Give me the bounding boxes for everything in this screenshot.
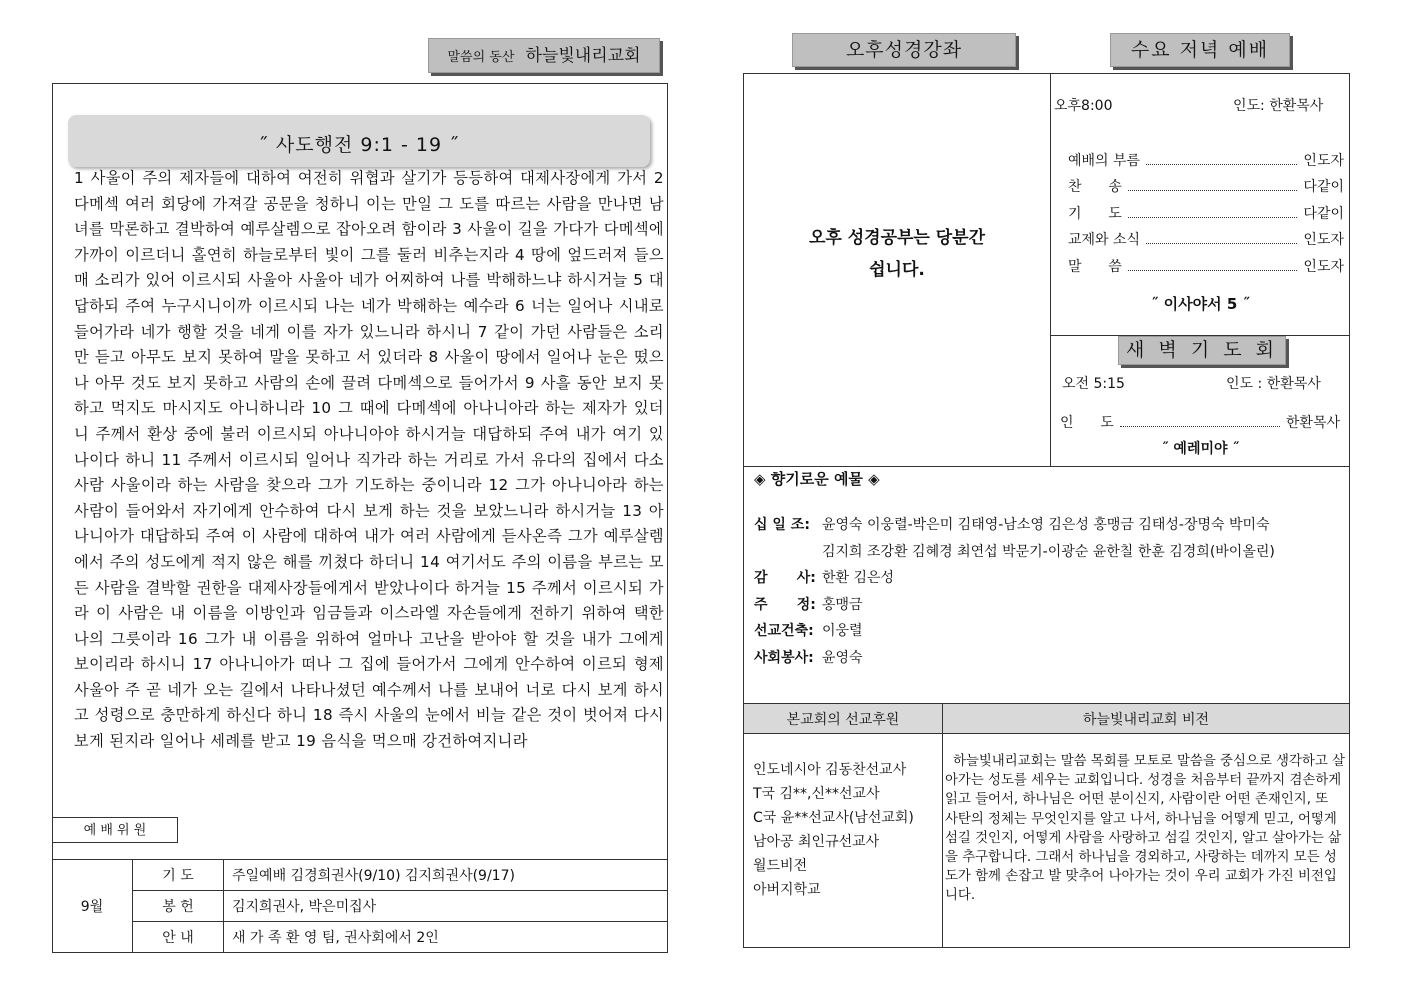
offering-label: 십 일 조:: [754, 517, 810, 533]
leader-dots: [1120, 426, 1280, 427]
order-who: 인도자: [1303, 152, 1344, 169]
order-who: 다같이: [1303, 179, 1344, 195]
dawn-text: ˝ 예레미야 ˝: [1161, 441, 1240, 457]
offering-row: [754, 618, 1344, 645]
order-item: 인 도: [1060, 415, 1114, 431]
order-item: 찬 송: [1068, 179, 1122, 195]
order-item: 기 도: [1068, 205, 1122, 222]
divider: [743, 466, 1350, 467]
order-item: 말 씀: [1068, 258, 1122, 275]
offering-label: 사회봉사:: [754, 649, 814, 666]
afternoon-notice: [744, 222, 1050, 286]
offering-names: 홍맹금: [822, 596, 863, 613]
divider: [1050, 73, 1051, 466]
leader-dots: [1146, 243, 1297, 244]
afternoon-title: [792, 33, 1016, 67]
wednesday-leader: 인도: 한환목사: [1233, 98, 1324, 114]
duty-role: 기 도: [133, 860, 224, 891]
offering-row: [754, 592, 1344, 619]
passage-text: 1 사울이 주의 제자들에 대하여 여전히 위협과 살기가 등등하여 대제사장에게 가서 2 다메섹 여러 회당에 가져갈 공문을 청하니 이는 만일 그 도를 따르는 사람을 만나면 남녀를 막론하고 결박하여 예루살렘으로 잡아오려 함이라 3 사울이 길을 가다가 다메섹에 가까이 이르더니 홀연히 하늘로부터 빛이 그를 둘러 비추는지라 4 땅에 엎드러져 들으매 소리가 있어 이르시되 사울아 사울아 네가 어찌하여 나를 박해하느냐 하시거늘 5 대답하되 주여 누구시니이까 이르시되 나는 네가 박해하는 예수라 6 너는 일어나 시내로 들어가라 네가 행할 것을 네게 이를 자가 있느니라 하시니 7 같이 가던 사람들은 소리만 듣고 아무도 보지 못하여 말을 못하고 서 있더라 8 사울이 땅에서 일어나 눈은 떴으나 아무 것도 보지 못하고 사람의 손에 끌려 다메섹으로 들어가서 9 사흘 동안 보지 못하고 먹지도 마시지도 아니하니라 10 그 때에 다메섹에 아나니아라 하는 제자가 있더니 주께서 환상 중에 불러 이르시되 아나니아야 하시거늘 대답하되 주여 내가 여기 있나이다 하니 11 주께서 이르시되 일어나 직가라 하는 거리로 가서 유다의 집에서 다소 사람 사울이라 하는 사람을 찾으라 그가 기도하는 중이니라 12 그가 아나니아라 하는 사람이 들어와서 자기에게 안수하여 다시 보게 하는 것을 보았느니라 하시거늘 13 아나니아가 대답하되 주여 이 사람에 대하여 내가 여러 사람에게 듣사온즉 그가 예루살렘에서 주의 성도에게 적지 않은 해를 끼쳤다 하더니 14 여기서도 주의 이름을 부르는 모든 사람을 결박할 권한을 대제사장들에게서 받았나이다 하거늘 15 주께서 이르시되 가라 이 사람은 내 이름을 이방인과 임금들과 이스라엘 자손들에게 전하기 위하여 택한 나의 그릇이라 16 그가 내 이름을 위하여 얼마나 고난을 받아야 할 것을 내가 그에게 보이리라 하시니 17 아나니아가 떠나 그 집에 들어가서 그에게 안수하여 이르되 형제 사울아 주 곧 네가 오는 길에서 나타나셨던 예수께서 나를 보내어 너로 다시 보게 하시고 성령으로 충만하게 하신다 하니 18 즉시 사울의 눈에서 비늘 같은 것이 벗어져 다시 보게 된지라 일어나 세례를 받고 19 음식을 먹으매 강건하여지니라: [74, 169, 664, 751]
order-row: [1068, 143, 1344, 170]
duty-people: 새 가 족 환 영 팀, 권사회에서 2인: [224, 922, 669, 953]
offering-label: 선교건축:: [754, 623, 814, 639]
offering-row: [754, 512, 1344, 539]
order-who: 인도자: [1303, 232, 1344, 248]
vision-text: 하늘빛내리교회는 말씀 목회를 모토로 말씀을 중심으로 생각하고 살아가는 성도를 세우는 교회입니다. 성경을 처음부터 끝까지 겸손하게 읽고 들어서, 하나님은 어떤 분이신지, 사람이란 어떤 존재인지, 또 사탄의 정체는 무엇인지를 알고 나서, 하나님을 어떻게 믿고, 어떻게 섬길 것인지, 어떻게 사람을 사랑하고 섬길 것인지, 알고 살아가는 삶을 추구합니다. 그래서 하나님을 경외하고, 사랑하는 데까지 모든 성도가 함께 손잡고 발 맞추어 나아가는 것이 우리 교회가 가진 비전입니다.: [945, 754, 1345, 904]
order-row: [1068, 170, 1344, 197]
order-who: 한환목사: [1285, 415, 1340, 431]
worship-duty-label: 예 배 위 원: [52, 817, 178, 843]
leader-dots: [1128, 270, 1298, 271]
offering-label: 감 사:: [754, 570, 816, 586]
offering-names: 이웅렬: [822, 623, 863, 639]
leader-dots: [1146, 164, 1297, 165]
mission-item: 남아공 최인규선교사: [753, 834, 880, 850]
order-who: 다같이: [1303, 205, 1344, 222]
offering-names: 윤영숙 이웅렬-박은미 김태영-남소영 김은성 홍맹금 김태성-장명숙 박미숙: [822, 517, 1270, 533]
dawn-time: 오전 5:15: [1062, 376, 1125, 392]
wednesday-order: [1068, 143, 1344, 276]
afternoon-title-text: 오후성경강좌: [845, 39, 963, 61]
duty-people: 주일예배 김경희권사(9/10) 김지희권사(9/17): [224, 860, 669, 891]
mission-item: 인도네시아 김동찬선교사: [753, 762, 907, 778]
leader-dots: [1128, 217, 1298, 218]
offering-names: 김지희 조강환 김혜경 최연섭 박문기-이광순 윤한칠 한훈 김경희(바이올린): [822, 543, 1275, 560]
offering-row: [754, 539, 1344, 566]
church-tag: [428, 38, 660, 73]
afternoon-notice-line: 쉽니다.: [869, 260, 925, 280]
afternoon-notice-line: 오후 성경공부는 당분간: [808, 228, 986, 248]
order-who: 인도자: [1303, 258, 1344, 275]
order-item: 교제와 소식: [1068, 232, 1141, 248]
duty-month: 9월: [52, 860, 133, 953]
dawn-leader: 인도 : 한환목사: [1226, 376, 1321, 392]
order-row: [1068, 196, 1344, 223]
passage-title: ˝ 사도행전 9:1 - 19 ˝: [258, 134, 460, 156]
dawn-title-text: 새 벽 기 도 회: [1126, 339, 1278, 361]
offering-row: [754, 565, 1344, 592]
duty-table: [52, 859, 668, 953]
wednesday-title: [1110, 33, 1290, 67]
church-tag-prefix: 말씀의 동산: [447, 50, 515, 65]
duty-role: 봉 헌: [133, 891, 224, 922]
wednesday-time: 오후8:00: [1054, 98, 1113, 114]
church-name: 하늘빛내리교회: [525, 46, 641, 66]
mission-list: [753, 758, 939, 902]
offering-title: ◈ 향기로운 예물 ◈: [754, 470, 880, 488]
leader-dots: [1128, 190, 1298, 191]
offering-names: 윤영숙: [822, 649, 863, 666]
duty-people: 김지희권사, 박은미집사: [224, 891, 669, 922]
mission-header: 본교회의 선교후원: [786, 712, 900, 728]
offering-label: 주 정:: [754, 596, 816, 613]
mission-item: T국 김**,신**선교사: [753, 786, 880, 802]
divider: [743, 733, 1350, 734]
mission-item: 월드비전: [753, 858, 808, 874]
mission-item: C국 윤**선교사(남선교회): [753, 810, 914, 826]
wednesday-text: ˝ 이사야서 5 ˝: [1150, 295, 1251, 313]
wednesday-title-text: 수요 저녁 예배: [1130, 39, 1270, 61]
order-item: 예배의 부름: [1068, 152, 1141, 169]
order-row: [1068, 249, 1344, 276]
divider: [942, 703, 943, 948]
offering-row: [754, 645, 1344, 672]
mission-item: 아버지학교: [753, 882, 821, 898]
offering-list: [754, 512, 1344, 671]
order-row: [1068, 223, 1344, 250]
duty-role: 안 내: [133, 922, 224, 953]
vision-header: 하늘빛내리교회 비전: [1082, 712, 1210, 728]
offering-names: 한환 김은성: [822, 570, 895, 586]
dawn-order-row: [1060, 412, 1340, 432]
dawn-title: [1118, 336, 1286, 365]
